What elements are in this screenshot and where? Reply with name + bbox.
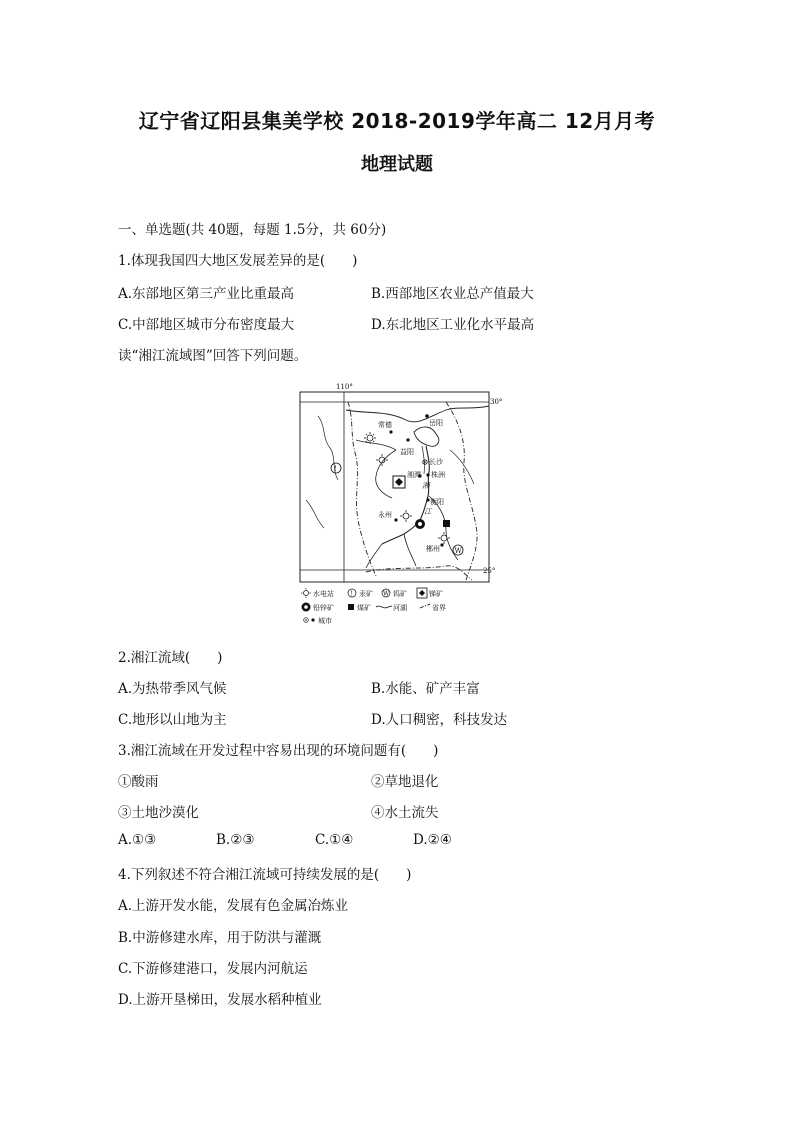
q1-option-b: B.西部地区农业总产值最大 — [371, 286, 534, 302]
map-intro: 读“湘江流域图”回答下列问题。 — [118, 348, 308, 364]
antimony-mine-icon — [393, 476, 405, 488]
svg-text:!: ! — [334, 465, 337, 473]
legend-city-icon — [304, 618, 309, 623]
coal-mine-icon — [443, 520, 450, 527]
legend-hydro-icon — [301, 588, 311, 598]
q3-item-3: ③土地沙漠化 — [118, 805, 199, 821]
zijiang-river — [376, 450, 396, 498]
q2-option-c: C.地形以山地为主 — [118, 712, 227, 728]
svg-text:岳阳: 岳阳 — [429, 419, 443, 427]
q4-stem: 4.下列叙述不符合湘江流域可持续发展的是( ) — [118, 867, 412, 883]
svg-text:长沙: 长沙 — [429, 458, 443, 466]
hydro-station-icon — [400, 510, 412, 522]
q4-option-c: C.下游修建港口，发展内河航运 — [118, 961, 308, 977]
svg-text:郴州: 郴州 — [426, 545, 440, 553]
q3-item-4: ④水土流失 — [371, 805, 439, 821]
q1-option-d: D.东北地区工业化水平最高 — [371, 317, 535, 333]
svg-text:!: ! — [350, 590, 353, 598]
svg-text:铅锌矿: 铅锌矿 — [313, 604, 334, 612]
q3-stem: 3.湘江流域在开发过程中容易出现的环境问题有( ) — [118, 743, 439, 759]
svg-text:益阳: 益阳 — [400, 448, 414, 456]
q4-option-b: B.中游修建水库，用于防洪与灌溉 — [118, 930, 322, 946]
svg-text:W: W — [454, 547, 462, 555]
exam-subtitle: 地理试题 — [361, 154, 433, 175]
legend-coal-icon — [348, 604, 354, 610]
svg-text:河湖: 河湖 — [393, 604, 407, 612]
lon-label: 110° — [336, 383, 353, 391]
svg-text:煤矿: 煤矿 — [357, 604, 371, 612]
city-hengyang — [426, 497, 444, 506]
q1-option-c: C.中部地区城市分布密度最大 — [118, 317, 295, 333]
svg-text:汞矿: 汞矿 — [359, 590, 373, 598]
legend-tungsten-icon — [382, 589, 390, 598]
q3-option-c: C.①④ — [315, 832, 354, 848]
svg-text:城市: 城市 — [318, 617, 332, 625]
yuanjiang-river — [356, 440, 396, 450]
svg-text:W: W — [383, 590, 390, 598]
q1-stem: 1.体现我国四大地区发展差异的是( ) — [118, 253, 358, 269]
exam-title: 辽宁省辽阳县集美学校 2018-2019学年高二 12月月考 — [138, 109, 656, 133]
q3-option-a: A.①③ — [118, 832, 157, 848]
q3-option-b: B.②③ — [216, 832, 255, 848]
dongting-lake — [414, 427, 439, 446]
hydro-station-icon — [376, 454, 388, 466]
lat-top-label: 30° — [490, 398, 503, 406]
svg-text:永州: 永州 — [378, 511, 392, 519]
q4-option-a: A.上游开发水能，发展有色金属冶炼业 — [118, 898, 349, 914]
city-chenzhou — [426, 543, 444, 553]
svg-text:钨矿: 钨矿 — [393, 590, 407, 598]
svg-text:省界: 省界 — [432, 604, 446, 612]
svg-text:湘潭: 湘潭 — [407, 471, 421, 479]
svg-text:锑矿: 锑矿 — [429, 590, 443, 598]
legend-mercury-icon — [348, 589, 356, 598]
q2-option-d: D.人口稠密，科技发达 — [371, 712, 508, 728]
tungsten-mine-icon — [453, 545, 463, 555]
xiang-river — [382, 446, 429, 544]
yangtze-river — [346, 406, 489, 422]
river-label-jiang: 江 — [424, 507, 432, 516]
svg-text:株洲: 株洲 — [431, 471, 445, 479]
svg-text:常德: 常德 — [378, 421, 392, 429]
city-yongzhou — [378, 510, 398, 522]
lat-bottom-label: 25° — [483, 567, 496, 575]
province-border-south — [366, 566, 472, 580]
legend-leadzinc-icon — [302, 603, 311, 612]
section-heading: 一、单选题(共 40题，每题 1.5分，共 60分) — [118, 222, 387, 238]
q2-stem: 2.湘江流域( ) — [118, 650, 223, 666]
city-yueyang — [425, 414, 443, 427]
svg-text:水电站: 水电站 — [313, 590, 334, 598]
legend-river-icon — [376, 606, 392, 608]
province-border-west — [348, 402, 376, 576]
q4-option-d: D.上游开垦梯田，发展水稻种植业 — [118, 992, 322, 1008]
q2-option-b: B.水能、矿产丰富 — [371, 681, 480, 697]
xiangjiang-basin-map — [296, 380, 506, 625]
q3-item-1: ①酸雨 — [118, 774, 159, 790]
city-yiyang — [400, 438, 414, 456]
city-xiangtan — [407, 470, 422, 479]
city-changsha — [423, 457, 444, 466]
legend-antimony-icon — [417, 588, 427, 598]
q3-item-2: ②草地退化 — [371, 774, 439, 790]
city-changde — [378, 420, 393, 434]
legend — [301, 588, 446, 625]
legend-border-icon — [420, 604, 430, 608]
q1-option-a: A.东部地区第三产业比重最高 — [118, 286, 295, 302]
mercury-mine-icon — [331, 463, 341, 473]
svg-text:衡阳: 衡阳 — [430, 498, 444, 506]
lead-zinc-mine-icon — [415, 519, 425, 529]
river-label-xiang: 湘 — [422, 481, 430, 490]
q2-option-a: A.为热带季风气候 — [118, 681, 227, 697]
q3-option-d: D.②④ — [413, 832, 452, 848]
